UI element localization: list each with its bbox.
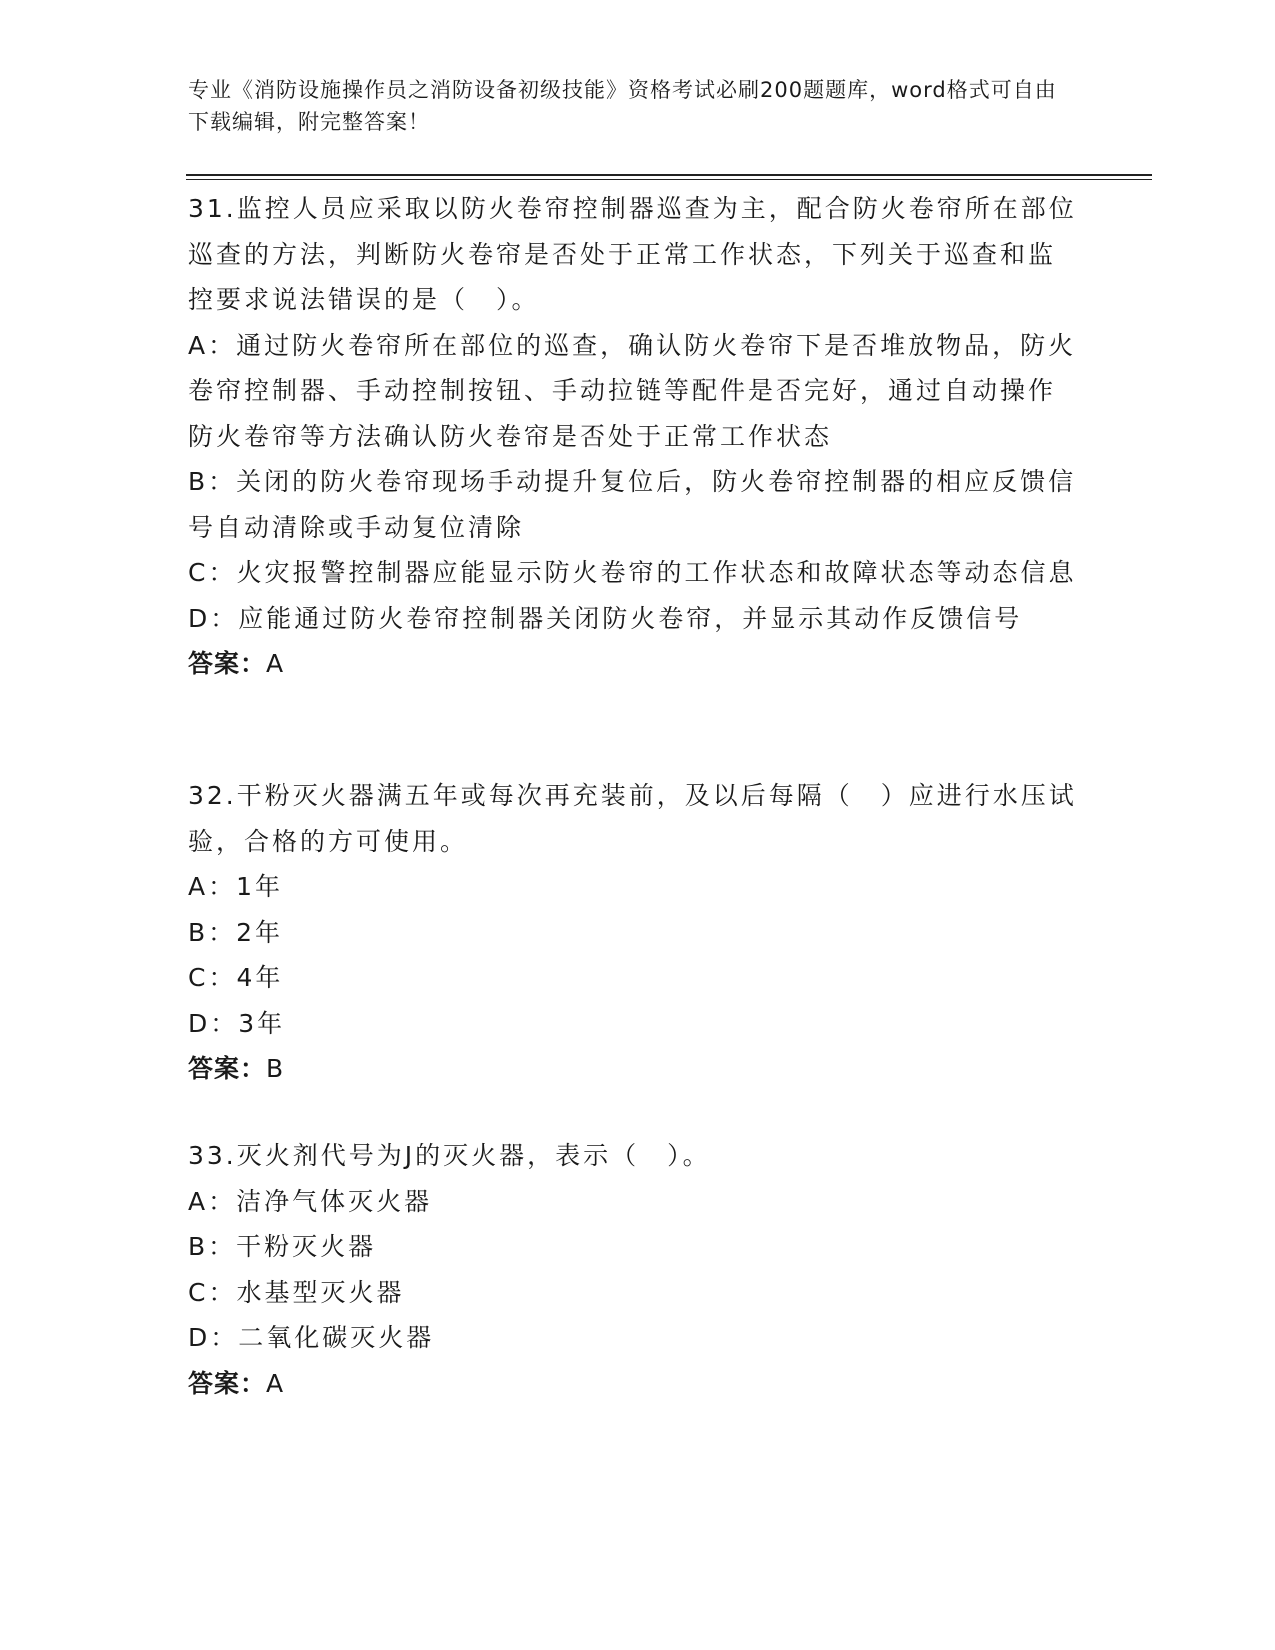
option-c: C：火灾报警控制器应能显示防火卷帘的工作状态和故障状态等动态信息 — [188, 558, 1077, 587]
header-rule-thin — [186, 179, 1152, 180]
option-a: A：通过防火卷帘所在部位的巡查，确认防火卷帘下是否堆放物品，防火卷帘控制器、手动控制按钮、手动拉链等配件是否完好，通过自动操作防火卷帘等方法确认防火卷帘是否处于正常工作状态 — [188, 330, 1077, 451]
option-d: D：二氧化碳灭火器 — [188, 1323, 435, 1352]
answer-line — [188, 1361, 1078, 1407]
answer-label: 答案： — [188, 649, 267, 678]
answer-value: A — [266, 1368, 285, 1398]
question-33 — [188, 1133, 1078, 1406]
option-b: B：干粉灭火器 — [188, 1232, 377, 1261]
question-stem: 33.灭火剂代号为J的灭火器，表示（ ）。 — [188, 1141, 711, 1170]
header-text: 专业《消防设施操作员之消防设备初级技能》资格考试必刷200题题库，word格式可自由下载编辑，附完整答案！ — [188, 78, 1057, 134]
option-d: D：应能通过防火卷帘控制器关闭防火卷帘，并显示其动作反馈信号 — [188, 603, 1023, 633]
answer-line — [188, 641, 1078, 687]
header-rule-thick — [186, 174, 1152, 176]
question-stem: 31.监控人员应采取以防火卷帘控制器巡查为主，配合防火卷帘所在部位巡查的方法，判断防火卷帘是否处于正常工作状态，下列关于巡查和监控要求说法错误的是（ ）。 — [188, 194, 1077, 314]
document-header — [188, 74, 1068, 138]
question-stem: 32.干粉灭火器满五年或每次再充装前，及以后每隔（ ）应进行水压试验，合格的方可使用。 — [188, 781, 1077, 856]
option-a: A：1年 — [188, 872, 284, 901]
question-32 — [188, 773, 1078, 1092]
answer-line — [188, 1046, 1078, 1092]
option-d: D：3年 — [188, 1008, 286, 1038]
question-31 — [188, 186, 1078, 687]
option-c: C：4年 — [188, 963, 284, 992]
option-a: A：洁净气体灭火器 — [188, 1186, 433, 1216]
answer-value: B — [266, 1054, 285, 1083]
answer-label: 答案： — [188, 1368, 267, 1398]
answer-label: 答案： — [188, 1054, 267, 1083]
option-c: C：水基型灭火器 — [188, 1277, 405, 1307]
option-b: B：关闭的防火卷帘现场手动提升复位后，防火卷帘控制器的相应反馈信号自动清除或手动复位清除 — [188, 467, 1077, 542]
option-b: B：2年 — [188, 917, 284, 947]
answer-value: A — [266, 649, 285, 678]
